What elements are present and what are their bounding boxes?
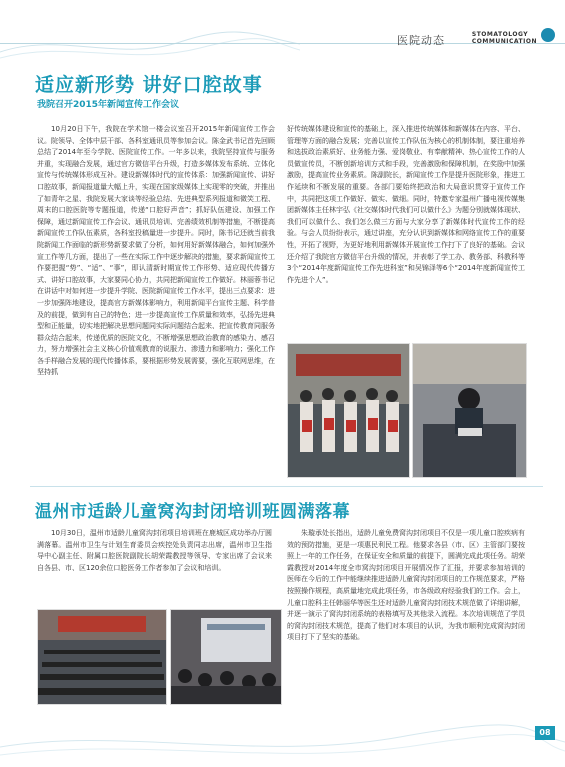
photo-presentation xyxy=(170,609,282,705)
photo-speaker xyxy=(412,343,527,478)
article1-left-column: 10月20日下午，我院在学术馆一楼会议室召开2015年新闻宣传工作会议。院领导、全体中层干部、各科室通讯员等参加会议。陈金武书记首先回顾总结了2014年至今学院、医院宣传工作。一年多以来，我院坚持宣传与服务并重，实现融合发展，通过官方微信平台升级，打造多媒体发布系统、立体化宣传与传统媒体形成互补。建设新媒体时代的宣传体系：加强新闻宣传、讲好口腔故事，新闻报道量大幅上升，实现在国家级媒体上实现零的突破，并推出了如青年之星、我院发展大家谈等经验总结、先进典型系列报道和微笑工程、周末的口腔医院等专题报道，传递“口腔好声音”；抓好队伍建设、加强工作保障，通过新闻宣传工作会议、通讯员培训、完善绩效机制等措施，不断提高新闻宣传工作队伍素质，各科室投稿量进一步提升。同时，陈书记还就当前我院新闻工作面临的新形势新要求做了分析，如何用好新媒体融合，如何加强外宣工作等几方面，提出了一些在实际工作中逐步解决的措施，要求新闻宣传工作要把握“势”、“适”、“事”，即认清新时期宣传工作形势、适应现代传播方式、讲好口腔故事，大家要同心协力，共同把新闻宣传工作做好。林丽蓉书记在讲话中对如何进一步提升学院、医院新闻宣传工作水平，提出三点要求：进一步加强阵地建设，提高官方新媒体影响力，利用新闻平台宣传主题、科学普及的前提，做到有自己的特色；进一步提高宣传工作质量和效率，弘扬先进典型和正能量，切实地把解决思想问题同实际问题结合起来、把宣传教育同服务群众结合起来，传递优质的医院文化，不断增强思想政治教育的感染力、感召力，努力增强社会主义核心价值观教育的说服力、渗透力和影响力；强化工作各手样融合发展的现代传播体系，要根据形势发展需要，强化互联网思维，在坚持抓 xyxy=(37,125,275,377)
hospital-logo-icon xyxy=(541,28,555,42)
page-number: 08 xyxy=(535,726,555,740)
article2-left-column: 10月30日，温州市适龄儿童窝沟封闭项目培训班在鹿城区成功举办厅圆满落幕。温州市卫生与计划生育委员会疾控处负责同志出席，温州市卫生指导中心副主任、附属口腔医院副院长胡荣霞教授等领导、专家出席了会议来自各县、市、区120余位口腔医务工作者参加了会议和培训。 xyxy=(37,529,272,572)
article1-title: 适应新形势 讲好口腔故事 xyxy=(35,74,263,96)
photo-training-hall xyxy=(37,609,167,705)
photo-awardees xyxy=(287,343,410,478)
article2-right-column: 朱璇承处长指出，适龄儿童免费窝沟封闭项目不仅是一项儿童口腔疾病有效的预防措施，更是一项惠民利民工程。他要求各县（市、区）主管部门要按照上一年的工作任务，在保证安全和质量的前提下，圆满完成此项任务。胡荣霞教授对2014年度全市窝沟封闭项目开展情况作了汇报，并要求参加培训的医师在今后的工作中能继续推进适龄儿童窝沟封闭项目的工作规范要求，严格按照操作规程，高质量地完成此项任务，市各级政府经验我们的工作。会上，儿童口腔科主任韩丽华等医生还对适龄儿童窝沟封闭技术规范做了详细讲解，并逐一演示了窝沟封闭系统的表格填写及其他录入流程。本次培训规范了学员的窝沟封闭技术规范，提高了他们对本项目的认识，为我市顺利完成窝沟封闭项目打下了坚实的基础。 xyxy=(287,529,525,642)
article1-subtitle: 我院召开2015年新闻宣传工作会议 xyxy=(37,100,180,110)
section-en-line1: STOMATOLOGY xyxy=(471,31,529,38)
header-wave-decoration xyxy=(0,22,300,62)
section-title-en xyxy=(472,31,537,45)
article2-title: 温州市适龄儿童窝沟封闭培训班圆满落幕 xyxy=(35,502,350,522)
section-en-line2: COMMUNICATION xyxy=(471,38,537,45)
section-title: 医院动态 xyxy=(397,34,445,47)
article1-right-column: 好传统媒体建设和宣传的基础上，深入推进传统媒体和新媒体在内容、平台、管理等方面的融合发展；完善以宣传工作队伍为核心的机制体制，要注重培养和选拔政治素质好、业务能力强、爱岗敬业、有奉献精神、热心宣传工作的人员做宣传员，不断创新培训方式和手段，完善激励和保障机制，在奖励中加强激励，提高宣传业务素质。陈副院长，新闻宣传工作是提升医院形象，推进工作延续和不断发展的重要。各部门要始终把政治和大局意识贯穿于宣传工作中，共同把这项工作做好、做实、做细。同时，特邀专家温州广播电视传媒集团新媒体主任林宇弘《社交媒体时代我们可以做什么》为题分别就媒体现状、我们可以做什么、我们怎么做三方面与大家分享了新媒体时代宣传工作的经验。与会人员纷纷表示，通过讲座，充分认识到新媒体和网络宣传工作的重要性，开拓了视野，为更好地利用新媒体开展宣传工作打下了良好的基础。会议还介绍了我院官方微信平台升级的情况，并表彰了学工办、教务部、科教科等3个“2014年度新闻宣传工作先进科室”和吴锦泽等6个“2014年度新闻宣传工作先进个人”。 xyxy=(287,125,525,284)
section-divider xyxy=(30,486,543,487)
footer-wave-decoration xyxy=(0,707,565,767)
